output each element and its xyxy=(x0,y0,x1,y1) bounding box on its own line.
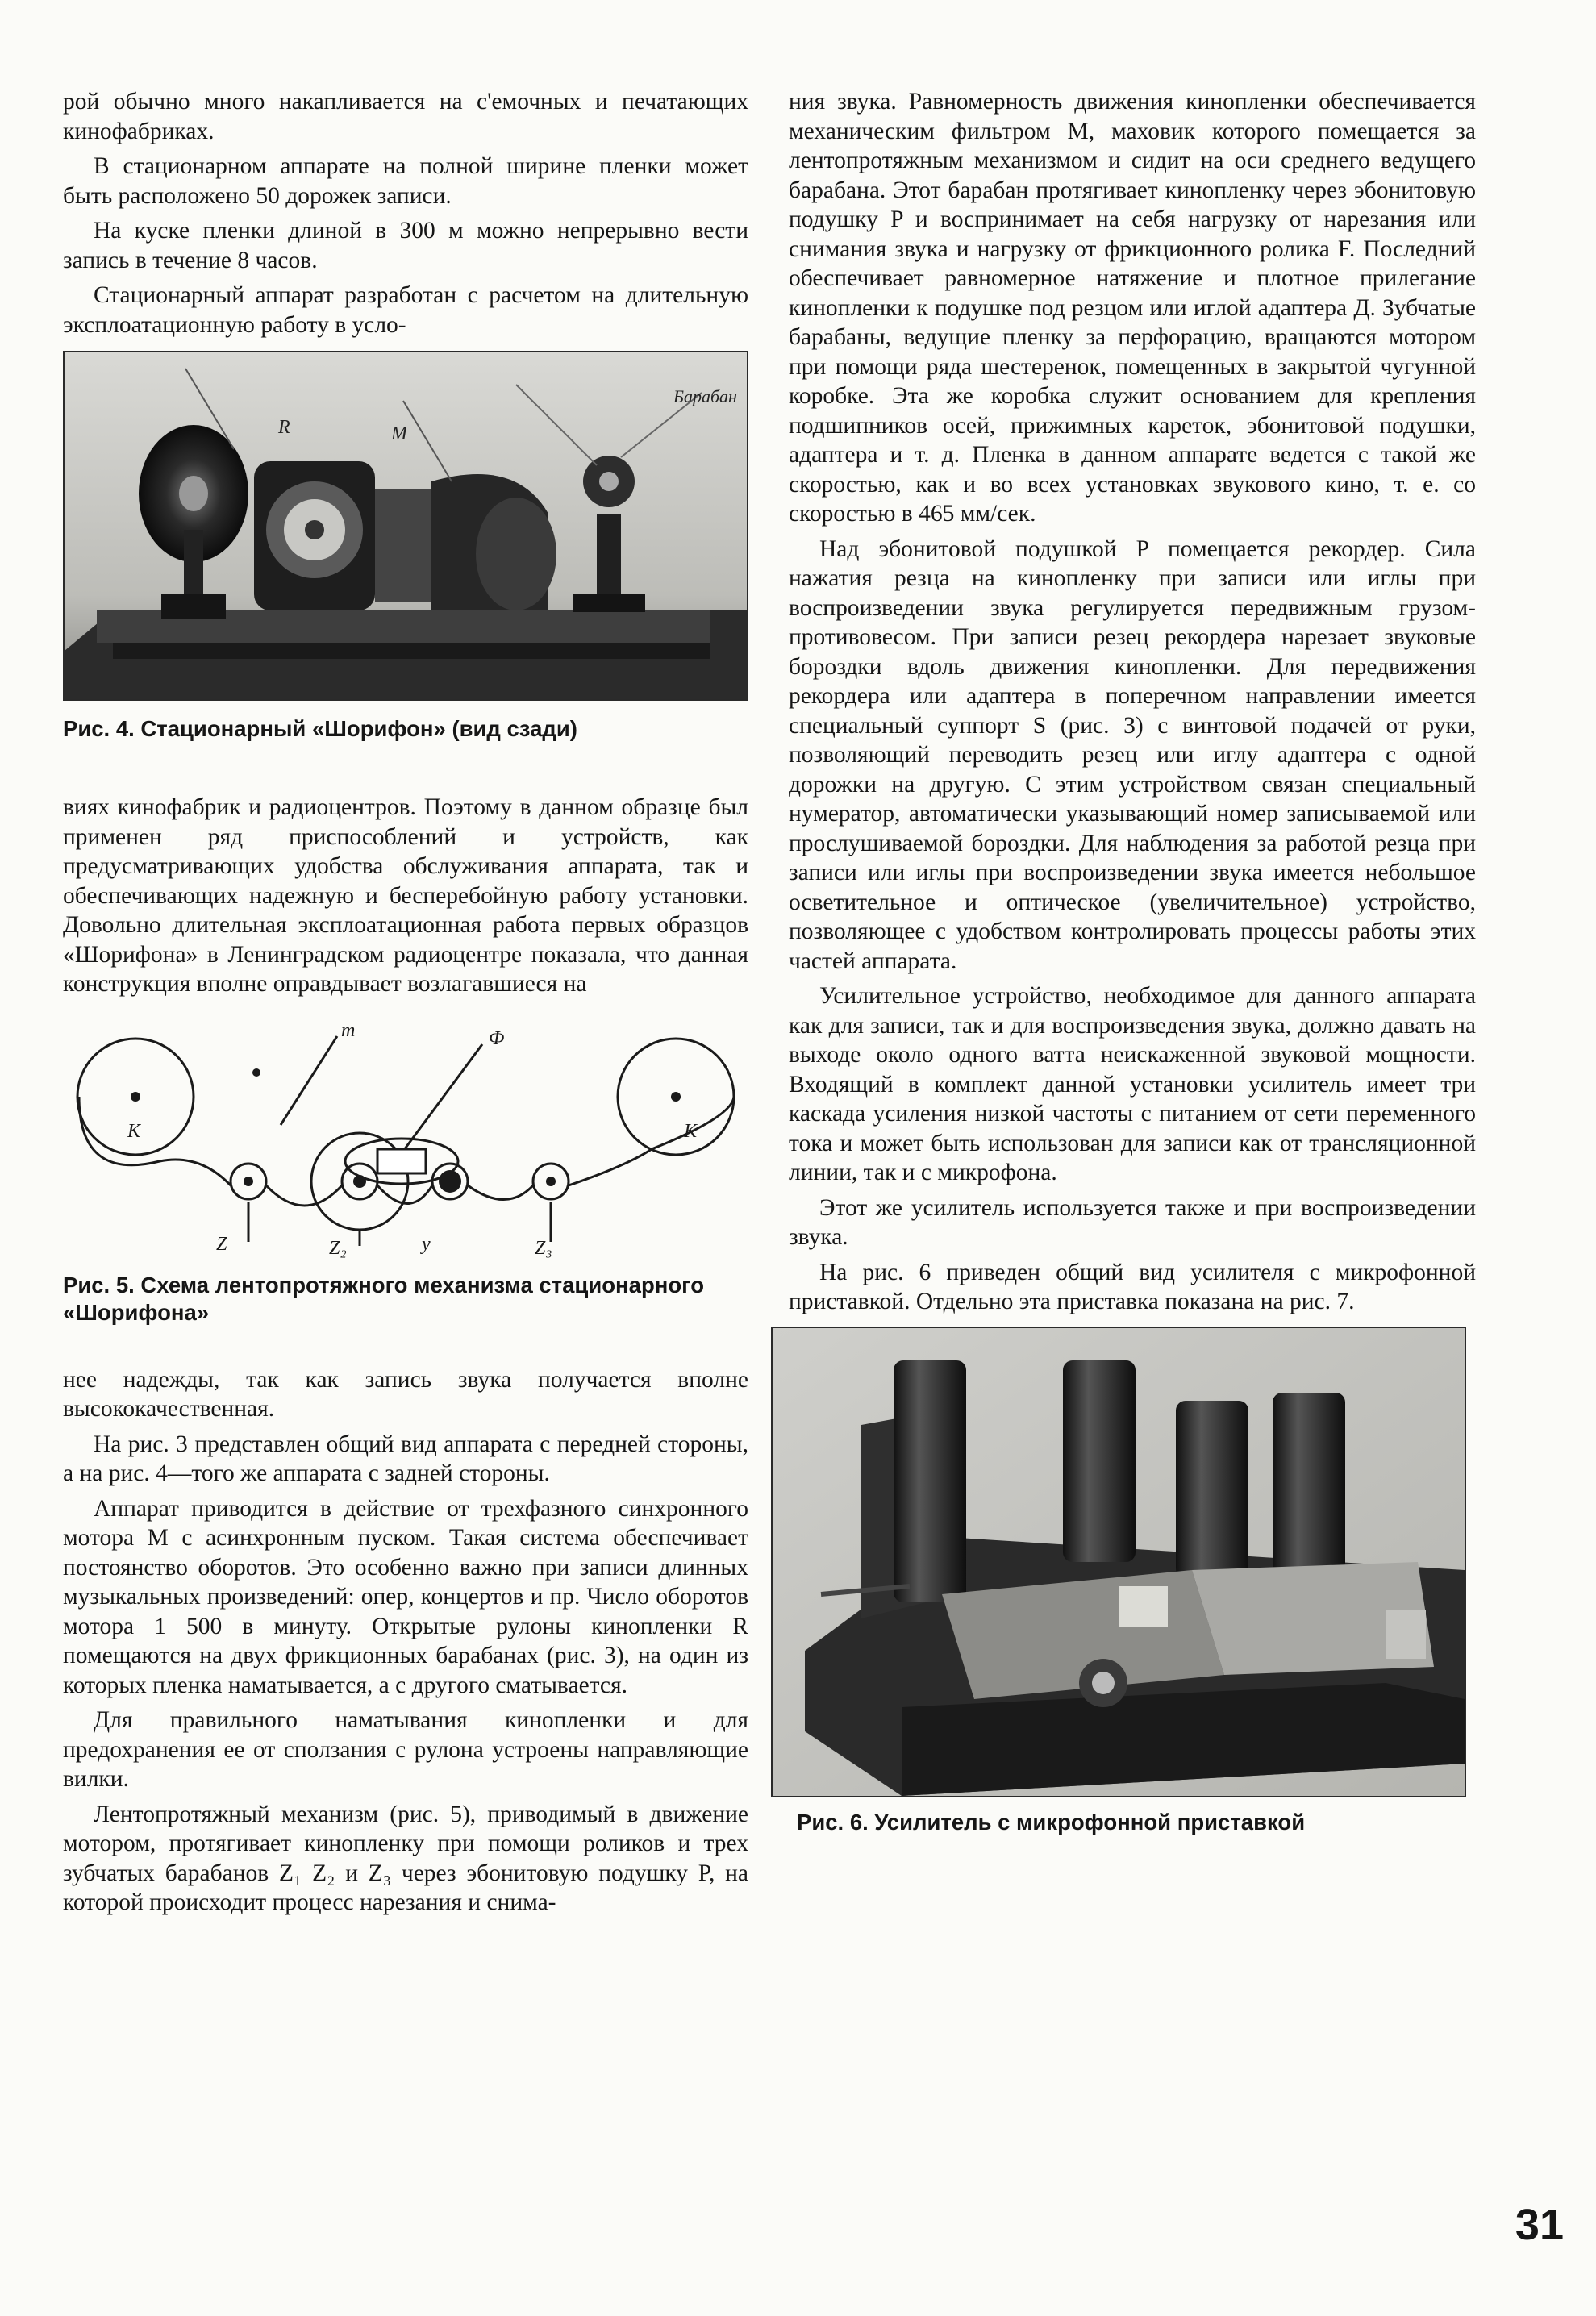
fig5-label-y: y xyxy=(422,1233,431,1255)
figure-4-photo xyxy=(63,351,748,701)
right-paragraph-3: Усилительное устройство, необходимое для данного аппарата как для записи, так и для воспроизведения звука, должно давать на выходе около одного ватта неискаженной звуковой мощности. Входящий в комплект данной установки усилитель имеет три каскада усиления низкой частоты с питанием от сети переменного тока и может быть использован для записи как от трансляционной линии, так и с микрофона. xyxy=(789,983,1476,1185)
film-transport-schematic xyxy=(63,1020,745,1262)
right-paragraph-2: Над эбонитовой подушкой P помещается рекордер. Сила нажатия резца на кинопленку при записи или иглы при воспроизведении звука регулируется передвижным грузом-противовесом. При записи резец рекордера нарезает звуковые бороздки вдоль движения кинопленки. Для передвижения рекордера или адаптера в поперечном направлении имеется специальный суппорт S (рис. 3) с винтовой подачей от руки, позволяющий переводить резец или иглу адаптера с одной дорожки на другую. С этим устройством связан специальный нумератор, автоматически указывающий номер записываемой или прослушиваемой бороздки. Для наблюдения за работой резца при записи или иглы при воспроизведении звука имеется небольшое осветительное и оптическое (увеличительное) устройство, позволяющее с удобством контролировать процессы работы этих частей аппарата. xyxy=(789,535,1476,974)
fig5-label-phi: Ф xyxy=(489,1027,505,1049)
left-paragraph-2: В стационарном аппарате на полной ширине пленки может быть расположено 50 дорожек записи. xyxy=(63,153,748,209)
figure-6-caption: Рис. 6. Усилитель с микрофонной приставкой xyxy=(797,1809,1306,1835)
figure-5-diagram xyxy=(63,1020,745,1262)
fig4-label-m: M xyxy=(391,423,407,444)
fig4-label-barrel: Барабан xyxy=(673,386,737,406)
left-paragraph-9: Для правильного наматывания кинопленки и для предохранения ее от сползания с рулона устроены направляющие вилки. xyxy=(63,1707,748,1792)
left-paragraph-8: Аппарат приводится в действие от трехфазного синхронного мотора M с асинхронным пуском. Такая система обеспечивает постоянство оборотов. Это особенно важно при записи длинных музыкальных произведений: опер, концертов и пр. Число оборотов мотора 1 500 в минуту. Открытые рулоны кинопленки R помещаются на двух фрикционных барабанах (рис. 3), на один из которых пленка наматывается, а с другого сматывается. xyxy=(63,1495,748,1698)
page-number: 31 xyxy=(1515,2201,1564,2249)
fig5-label-z1: Z xyxy=(216,1233,227,1255)
fig5-label-z3: Z₃ xyxy=(535,1237,552,1259)
fig5-label-k2: K xyxy=(684,1120,698,1142)
fig5-label-k1: K xyxy=(127,1120,141,1142)
fig5-label-m: m xyxy=(341,1019,356,1041)
figure-5-caption: Рис. 5. Схема лентопротяжного механизма стационарного «Шорифона» xyxy=(63,1272,705,1325)
left-paragraph-6: нее надежды, так как запись звука получается вполне высококачественная. xyxy=(63,1366,748,1422)
left-paragraph-3: На куске пленки длиной в 300 м можно непрерывно вести запись в течение 8 часов. xyxy=(63,218,748,273)
left-paragraph-5: виях кинофабрик и радиоцентров. Поэтому в данном образце был применен ряд приспособлений и устройств, как предусматривающих удобства обслуживания аппарата, так и обеспечивающих надежную и бесперебойную работу установки. Довольно длительная эксплоатационная работа первых образцов «Шорифона» в Ленинградском радиоцентре показала, что данная конструкция вполне оправдывает возлагавшиеся на xyxy=(63,794,748,997)
left-paragraph-1: рой обычно много накапливается на с'емочных и печатающих кинофабриках. xyxy=(63,89,748,144)
fig5-label-z2: Z₂ xyxy=(329,1237,347,1259)
right-column xyxy=(789,87,1476,1836)
left-paragraph-7: На рис. 3 представлен общий вид аппарата с передней стороны, а на рис. 4—того же аппарата с задней стороны. xyxy=(63,1431,748,1486)
fig4-label-r: R xyxy=(278,417,290,438)
left-paragraph-4: Стационарный аппарат разработан с расчетом на длительную эксплоатационную работу в усло- xyxy=(63,282,748,338)
right-paragraph-4: Этот же усилитель используется также и при воспроизведении звука. xyxy=(789,1194,1476,1250)
right-paragraph-1: ния звука. Равномерность движения кинопленки обеспечивается механическим фильтром M, маховик которого помещается за лентопротяжным механизмом и сидит на оси среднего ведущего барабана. Этот барабан протягивает кинопленку через эбонитовую подушку P и воспринимает на себя нагрузку от нарезания или снимания звука и нагрузку от фрикционного ролика F. Последний обеспечивает равномерное натяжение и плотное прилегание кинопленки к подушке под резцом или иглой адаптера Д. Зубчатые барабаны, ведущие пленку за перфорацию, вращаются мотором при помощи ряда шестеренок, помещенных в закрытой чугунной коробке. Эта же коробка служит основанием для крепления подшипников осей, прижимных кареток, эбонитовой подушки, адаптера и т. д. Пленка в данном аппарате ведется с такой же скоростью, как и во всех установках звукового кино, т. е. со скоростью в 465 мм/сек. xyxy=(789,89,1476,527)
stationary-apparatus-illustration xyxy=(65,352,747,699)
right-paragraph-5: На рис. 6 приведен общий вид усилителя с микрофонной приставкой. Отдельно эта приставка показана на рис. 7. xyxy=(789,1259,1476,1314)
left-paragraph-10: Лентопротяжный механизм (рис. 5), приводимый в движение мотором, протягивает кинопленку при помощи роликов и трех зубчатых барабанов Z₁ Z₂ и Z₃ через эбонитовую подушку P, на которой происходит процесс нарезания и снима- xyxy=(63,1801,748,1915)
figure-4-caption: Рис. 4. Стационарный «Шорифон» (вид сзади) xyxy=(63,716,577,741)
amplifier-illustration xyxy=(773,1328,1465,1796)
figure-6-photo xyxy=(771,1327,1466,1797)
left-column xyxy=(63,87,748,1923)
